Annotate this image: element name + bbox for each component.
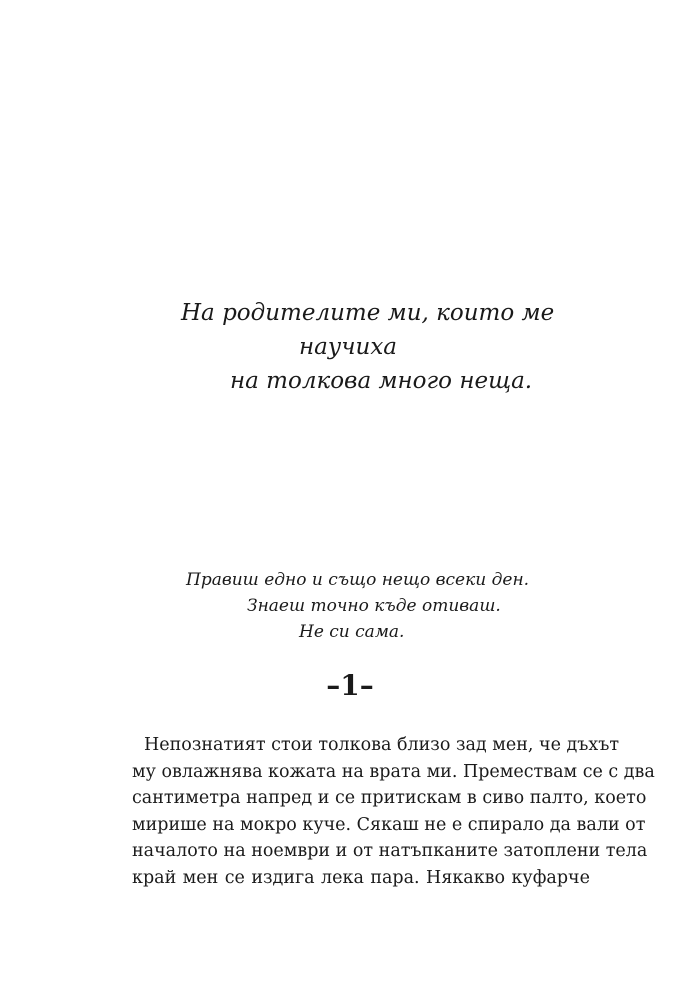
dedication-line: научиха bbox=[299, 334, 398, 360]
body-line: Непознатият стои толкова близо зад мен, че дъхът bbox=[144, 735, 620, 755]
epigraph-line: Не си сама. bbox=[299, 622, 405, 642]
epigraph-line: Правиш едно и също нещо всеки ден. bbox=[186, 570, 530, 590]
dedication-line: На родителите ми, които ме bbox=[181, 300, 555, 326]
body-line: край мен се издига лека пара. Някакво куфарче bbox=[132, 867, 590, 888]
body-line: мирише на мокро куче. Сякаш не е спирало да вали от bbox=[132, 814, 646, 835]
body-line: началото на ноември и от натъпканите затоплени тела bbox=[132, 841, 648, 862]
dedication-line: на толкова много неща. bbox=[230, 368, 533, 394]
epigraph-line: Знаеш точно къде отиваш. bbox=[247, 596, 501, 616]
body-text bbox=[132, 732, 655, 892]
body-line: сантиметра напред и се притискам в сиво палто, което bbox=[132, 788, 647, 809]
chapter-heading: –1– bbox=[326, 669, 374, 702]
body-line: му овлажнява кожата на врата ми. Премествам се с два bbox=[132, 761, 655, 782]
